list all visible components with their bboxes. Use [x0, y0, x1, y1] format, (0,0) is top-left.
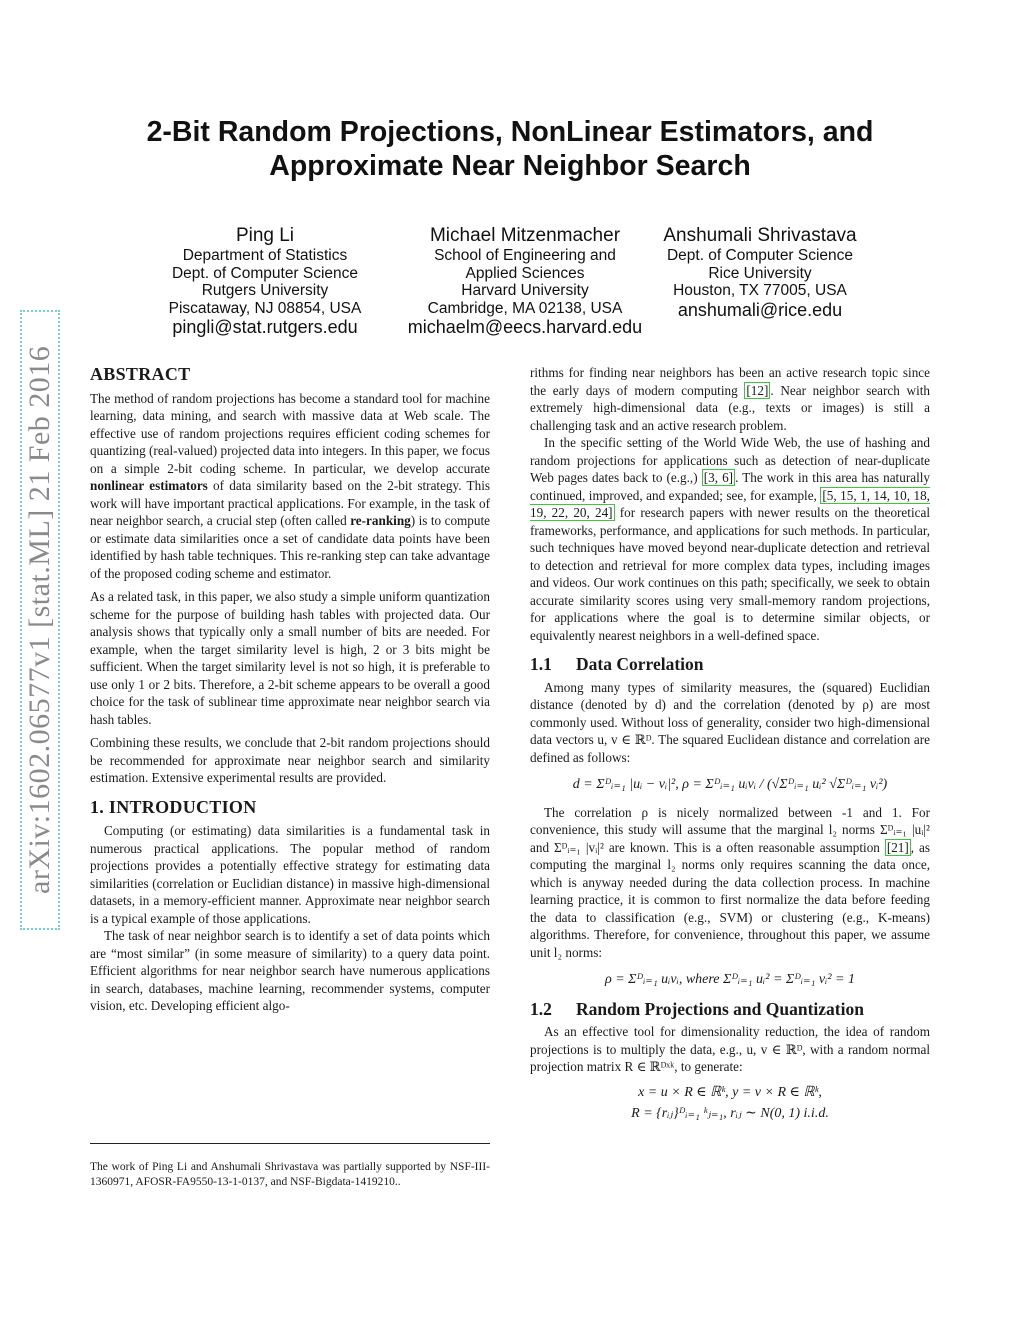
author-3	[625, 225, 895, 320]
arxiv-stamp: arXiv:1602.06577v1 [stat.ML] 21 Feb 2016	[20, 310, 60, 930]
author-affiliation-line: Rutgers University	[201, 282, 329, 299]
author-email: michaelm@eecs.harvard.edu	[407, 317, 643, 337]
right-column	[530, 364, 930, 1127]
author-affiliation-line: School of Engineering and	[434, 247, 616, 264]
citation-link[interactable]: [3, 6]	[703, 470, 734, 485]
right-paragraph-2: In the specific setting of the World Wide Web, the use of hashing and random projections for applications such as detection of near-duplicate Web pages dates back to (e.g.,) [3, 6] . The work in this area has naturally continued, improved, and expanded; see, for example, [5, 15, 1, 14, 10, 18, 19, 22, 20, 24] for research papers with newer results on the theoretical frameworks, performance, and applications for such methods. In particular, such techniques have moved beyond near-duplicate detection and retrieval to detection and retrieval for more complex data types, including images and videos. Our work continues on this path; specifically, we seek to obtain accurate similarity scores using very small-memory random projections, for applications where the goal is to determine similar objects, or equivalently nearest neighbors in a well-defined space.	[530, 435, 930, 643]
equation-projection-matrix: R = {rᵢⱼ}ᴰᵢ₌₁ ᵏⱼ₌₁, rᵢⱼ ∼ N(0, 1) i.i.d.	[631, 1106, 829, 1121]
author-name: Anshumali Shrivastava	[663, 225, 857, 246]
author-affiliation-line: Applied Sciences	[465, 264, 585, 282]
abstract-heading: ABSTRACT	[90, 364, 191, 384]
intro-paragraph-2: The task of near neighbor search is to identify a set of data points which are “most similar” (in some measure of similarity) to a query data point. Efficient algorithms for near neighbor search have numerous applications in search, databases, machine learning, recommender systems, computer vision, etc. Developing efficient algo-	[90, 928, 490, 1013]
citation-link[interactable]: [12]	[746, 382, 769, 398]
abstract-paragraph-2: As a related task, in this paper, we also study a simple uniform quantization scheme for the purpose of building hash tables with projected data. Our analysis shows that typically only a small number of bits are needed. For example, when the target similarity level is high, 2 or 3 bits might be sufficient. When the target similarity level is not so high, it is preferable to use only 1 or 2 bits. Therefore, a 2-bit scheme appears to be overall a good choice for the task of sublinear time approximate near neighbor search via hash tables.	[90, 589, 490, 727]
author-affiliation-line: Dept. of Computer Science	[171, 264, 359, 282]
author-name: Michael Mitzenmacher	[429, 225, 621, 246]
title-line-2: Approximate Near Neighbor Search	[269, 150, 751, 182]
subsection-1-1-paragraph-2: The correlation ρ is nicely normalized between -1 and 1. For convenience, this study will assume that the marginal l₂ norms Σᴰᵢ₌₁ |uᵢ|² and Σᴰᵢ₌₁ |vᵢ|² are known. This is a often reasonable assumption [21] , as computing the marginal l₂ norms only requires scanning the data once, which is anyway needed during the data collection process. In machine learning practice, it is common to first normalize the data before feeding the data to classification (e.g., SVM) or clustering (e.g., K-means) algorithms. Therefore, for convenience, throughout this paper, we assume unit l₂ norms:	[530, 804, 930, 960]
title-line-1: 2-Bit Random Projections, NonLinear Estimators, and	[146, 116, 874, 148]
author-affiliation-line: Rice University	[708, 264, 812, 282]
subsection-1-1-paragraph-1: Among many types of similarity measures, the (squared) Euclidian distance (denoted by d) and the correlation (denoted by ρ) are most commonly used. Without loss of generality, consider two high-dimensional data vectors u, v ∈ ℝᴰ. The squared Euclidean distance and correlation are defined as follows:	[530, 679, 930, 765]
author-affiliation-line: Houston, TX 77005, USA	[673, 282, 847, 299]
author-email: pingli@stat.rutgers.edu	[172, 317, 358, 337]
author-email: anshumali@rice.edu	[677, 299, 843, 320]
subsection-1-1-heading: 1.1 Data Correlation	[530, 654, 704, 674]
citation-link[interactable]: [21]	[886, 839, 909, 855]
subsection-1-2-paragraph-1: As an effective tool for dimensionality reduction, the idea of random projections is to multiply the data, e.g., u, v ∈ ℝᴰ, with a random normal projection matrix R ∈ ℝᴰˣᵏ, to generate:	[530, 1024, 930, 1074]
equation-unit-norms: ρ = Σᴰᵢ₌₁ uᵢvᵢ, where Σᴰᵢ₌₁ uᵢ² = Σᴰᵢ₌₁ vᵢ² = 1	[605, 972, 855, 987]
author-name: Ping Li	[235, 225, 295, 246]
author-affiliation-line: Cambridge, MA 02138, USA	[427, 299, 623, 317]
footnote-divider	[90, 1143, 490, 1144]
citation-link[interactable]: [5, 15, 1, 14, 10, 18, 19, 22, 20, 24]	[530, 487, 930, 520]
subsection-1-2-heading: 1.2 Random Projections and Quantization	[530, 998, 864, 1019]
author-affiliation-line: Dept. of Computer Science	[666, 247, 854, 264]
equation-distance-correlation: d = Σᴰᵢ₌₁ |uᵢ − vᵢ|², ρ = Σᴰᵢ₌₁ uᵢvᵢ / (√Σᴰᵢ₌₁ uᵢ² √Σᴰᵢ₌₁ vᵢ²)	[572, 777, 888, 792]
abstract-paragraph-3: Combining these results, we conclude that 2-bit random projections should be recommended for approximate near neighbor search and similarity estimation. Extensive experimental results are provided.	[90, 735, 490, 785]
footnote: The work of Ping Li and Anshumali Shrivastava was partially supported by NSF-III-1360971, AFOSR-FA9550-13-1-0137, and NSF-Bigdata-1419210..	[90, 1161, 490, 1188]
author-1	[140, 225, 390, 337]
author-affiliation-line: Harvard University	[461, 282, 589, 299]
paper-title	[100, 115, 920, 183]
equation-projection: x = u × R ∈ ℝᵏ, y = v × R ∈ ℝᵏ,	[638, 1084, 822, 1100]
author-affiliation-line: Piscataway, NJ 08854, USA	[168, 299, 362, 317]
introduction-heading: 1. INTRODUCTION	[90, 796, 257, 817]
abstract-paragraph-1: The method of random projections has become a standard tool for machine learning, data mining, and search with massive data at Web scale. The effective use of random projections requires efficient coding schemes for quantizing (real-valued) projected data into integers. In this paper, we focus on a simple 2-bit coding scheme. In particular, we develop accurate nonlinear estimators of data similarity based on the 2-bit strategy. This work will have important practical applications. For example, in the task of near neighbor search, a crucial step (often called re-ranking) is to compute or estimate data similarities once a set of candidate data points have been identified by hash table techniques. This re-ranking step can take advantage of the proposed coding scheme and estimator.	[90, 390, 491, 581]
intro-paragraph-1: Computing (or estimating) data similarities is a fundamental task in numerous practical applications. The popular method of random projections provides a potentially effective strategy for estimating data similarities (correlation or Euclidian distance) in massive high-dimensional datasets, in a memory-efficient manner. Approximate near neighbor search is a typical example of those applications.	[90, 823, 490, 926]
right-paragraph-1: rithms for finding near neighbors has been an active research topic since the early days of modern computing [12] . Near neighbor search with extremely high-dimensional data (e.g., texts or images) is still a challenging task and an active research problem.	[530, 365, 930, 433]
left-column	[90, 358, 490, 1015]
author-2	[385, 225, 665, 337]
author-affiliation-line: Department of Statistics	[182, 247, 348, 264]
